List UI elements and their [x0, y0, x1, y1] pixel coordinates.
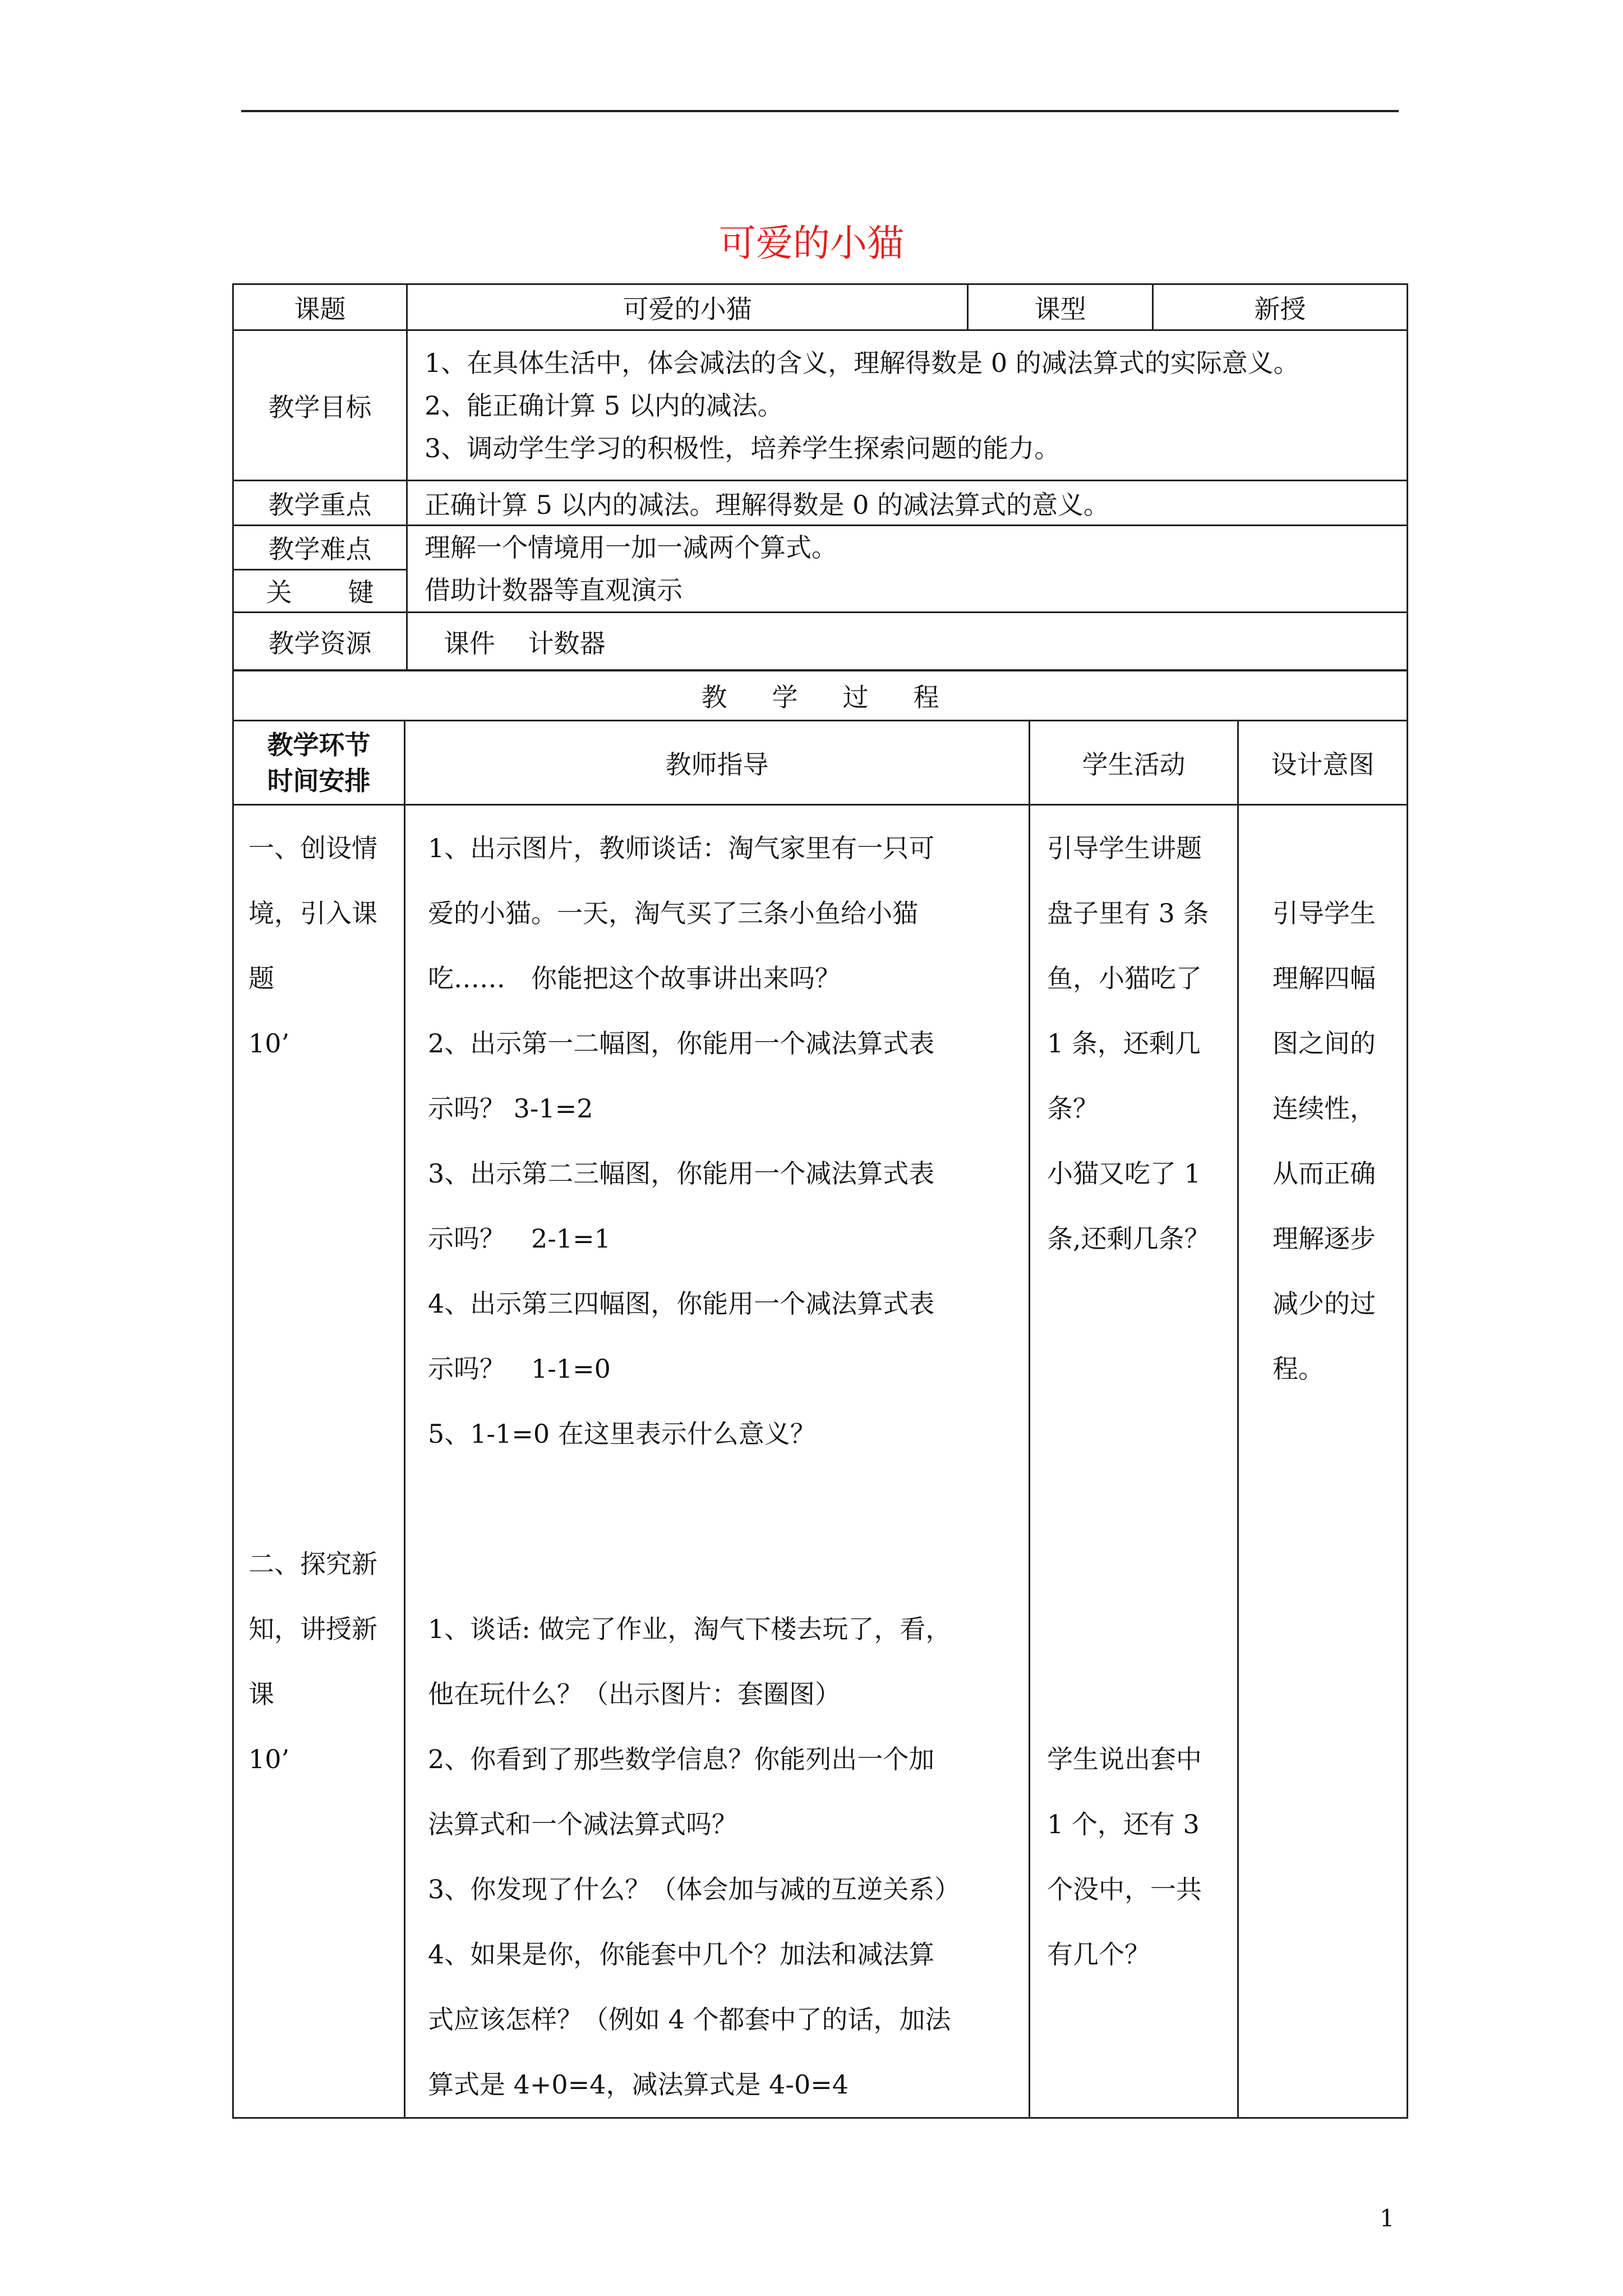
teacher-line: 示吗？ 2-1=1	[428, 1223, 611, 1254]
stage-line: 一、创设情	[248, 833, 377, 863]
student-line: 1 个，还有 3	[1047, 1809, 1200, 1839]
goals-label: 教学目标	[233, 330, 407, 481]
student-line: 引导学生讲题	[1047, 833, 1202, 863]
page-number: 1	[1380, 2205, 1395, 2232]
intent-line: 理解四幅	[1272, 963, 1376, 993]
resources-label: 教学资源	[233, 613, 407, 671]
teacher-column	[405, 805, 1030, 2118]
teacher-line: 1、谈话: 做完了作业，淘气下楼去玩了，看，	[428, 1614, 952, 1644]
stage-line: 课	[248, 1679, 274, 1709]
header-rule	[241, 110, 1399, 112]
difficulty-value: 理解一个情境用一加一减两个算式。	[425, 532, 837, 563]
goal-item: 2、能正确计算 5 以内的减法。	[425, 390, 783, 421]
student-line: 条,还剩几条？	[1047, 1223, 1210, 1254]
process-table	[232, 669, 1408, 2119]
col-stage: 教学环节 时间安排	[233, 721, 405, 805]
student-line: 小猫又吃了 1	[1047, 1158, 1201, 1189]
student-line: 学生说出套中	[1047, 1744, 1202, 1774]
teacher-line: 4、如果是你，你能套中几个？加法和减法算	[428, 1939, 935, 1970]
teacher-line: 他在玩什么？（出示图片：套圈图）	[428, 1679, 841, 1709]
intent-line: 图之间的	[1272, 1028, 1376, 1059]
stage-line: 题	[248, 963, 274, 993]
col-student: 学生活动	[1030, 721, 1238, 805]
teacher-line: 算式是 4+0=4，减法算式是 4-0=4	[428, 2069, 849, 2100]
stage-time: 10’	[248, 1028, 290, 1059]
crux-label: 关 键	[233, 569, 407, 613]
intent-line: 引导学生	[1272, 898, 1376, 928]
intent-line: 理解逐步	[1272, 1223, 1376, 1254]
intent-line: 程。	[1272, 1354, 1324, 1384]
teacher-line: 示吗？ 3-1=2	[428, 1093, 593, 1124]
goal-item: 3、调动学生学习的积极性，培养学生探索问题的能力。	[425, 432, 1061, 463]
difficulty-label: 教学难点	[233, 526, 407, 570]
crux-value: 借助计数器等直观演示	[425, 575, 683, 605]
student-line: 有几个？	[1047, 1939, 1150, 1970]
process-heading: 教 学 过 程	[233, 670, 1408, 721]
teacher-line: 1、出示图片，教师谈话：淘气家里有一只可	[428, 833, 935, 863]
topic-value: 可爱的小猫	[407, 284, 968, 330]
goals-list	[407, 330, 1408, 481]
stage-column	[233, 805, 405, 2118]
topic-label: 课题	[233, 284, 407, 330]
student-column	[1030, 805, 1238, 2118]
teacher-line: 法算式和一个减法算式吗？	[428, 1809, 737, 1839]
resources-value: 课件 计数器	[407, 613, 1408, 671]
teacher-line: 5、1-1=0 在这里表示什么意义？	[428, 1419, 816, 1449]
teacher-line: 爱的小猫。一天，淘气买了三条小鱼给小猫	[428, 898, 918, 928]
col-intent: 设计意图	[1238, 721, 1408, 805]
intent-line: 从而正确	[1272, 1158, 1376, 1189]
col-teacher: 教师指导	[405, 721, 1030, 805]
student-line: 个没中，一共	[1047, 1874, 1202, 1904]
type-label: 课型	[968, 284, 1153, 330]
teacher-line: 4、出示第三四幅图，你能用一个减法算式表	[428, 1289, 935, 1319]
teacher-line: 3、出示第二三幅图，你能用一个减法算式表	[428, 1158, 935, 1189]
student-line: 条？	[1047, 1093, 1099, 1124]
teacher-line: 示吗？ 1-1=0	[428, 1354, 611, 1384]
page-title: 可爱的小猫	[719, 222, 904, 265]
type-value: 新授	[1153, 284, 1408, 330]
stage-line: 境，引入课	[248, 898, 377, 928]
teacher-line: 吃…… 你能把这个故事讲出来吗？	[428, 963, 841, 993]
student-line: 鱼，小猫吃了	[1047, 963, 1202, 993]
stage-line: 二、探究新	[248, 1549, 377, 1579]
stage-time: 10’	[248, 1744, 290, 1774]
intent-line: 连续性，	[1272, 1093, 1376, 1124]
difficulty-crux-cell	[407, 526, 1408, 613]
teacher-line: 2、出示第一二幅图，你能用一个减法算式表	[428, 1028, 935, 1059]
intent-column	[1238, 805, 1408, 2118]
lesson-info-table	[232, 283, 1408, 671]
teacher-line: 2、你看到了那些数学信息？你能列出一个加	[428, 1744, 935, 1774]
key-label: 教学重点	[233, 481, 407, 526]
teacher-line: 式应该怎样？（例如 4 个都套中了的话，加法	[428, 2004, 951, 2035]
student-line: 1 条，还剩几	[1047, 1028, 1201, 1059]
teacher-line: 3、你发现了什么？（体会加与减的互逆关系）	[428, 1874, 961, 1904]
intent-line: 减少的过	[1272, 1289, 1376, 1319]
goal-item: 1、在具体生活中，体会减法的含义，理解得数是 0 的减法算式的实际意义。	[425, 347, 1299, 378]
key-value: 正确计算 5 以内的减法。理解得数是 0 的减法算式的意义。	[407, 481, 1408, 526]
student-line: 盘子里有 3 条	[1047, 898, 1209, 928]
stage-line: 知，讲授新	[248, 1614, 377, 1644]
